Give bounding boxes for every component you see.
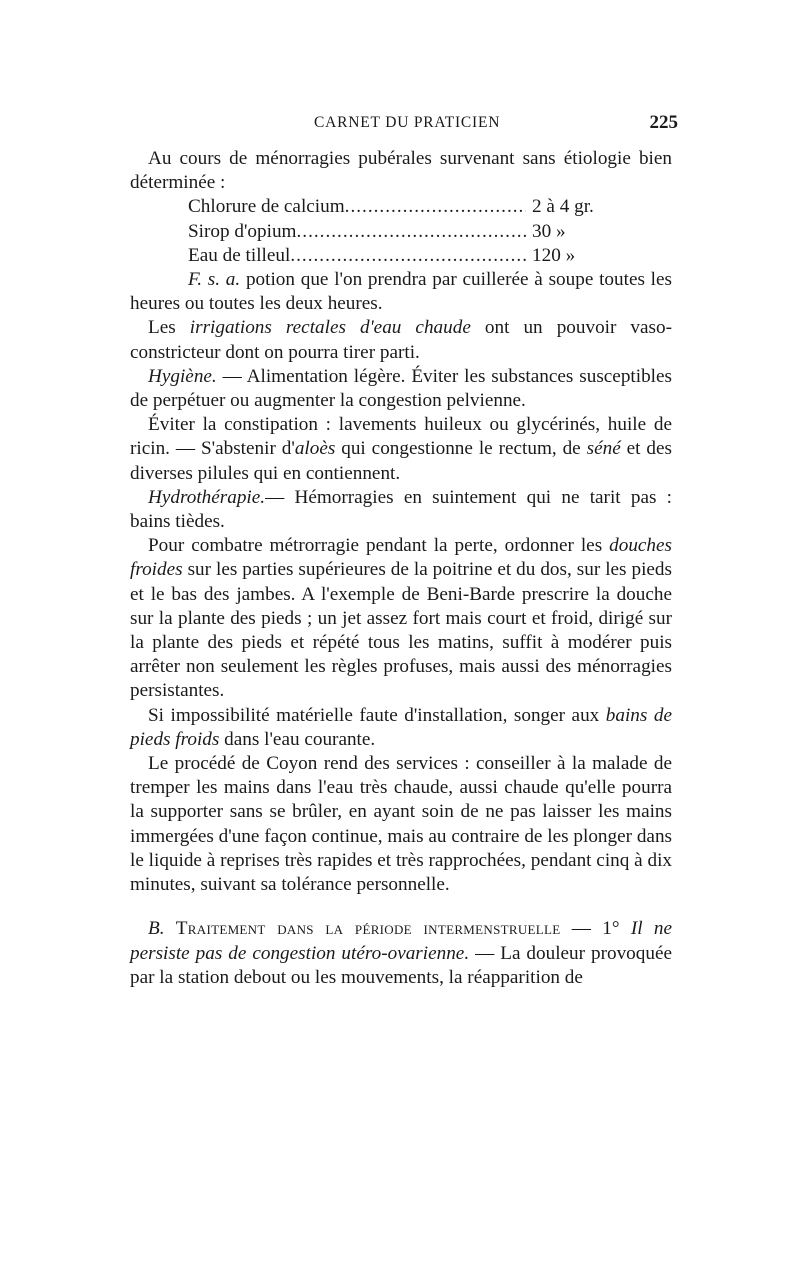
prescription-item bbox=[188, 244, 624, 268]
paragraph-bains bbox=[130, 704, 672, 752]
paragraph-text: Les bbox=[148, 317, 190, 339]
section-heading: Traitement dans la période intermenstruelle bbox=[164, 918, 561, 940]
section-label: Hygiène. bbox=[148, 365, 217, 387]
emphasis-text: irrigations rectales d'eau chaude bbox=[189, 317, 471, 339]
paragraph-text: dans l'eau courante. bbox=[219, 728, 376, 750]
paragraph-text: qui congestionne le rectum, de bbox=[335, 438, 587, 460]
prescription-item bbox=[188, 220, 624, 244]
leader-dots bbox=[345, 195, 526, 219]
leader-dots bbox=[296, 220, 526, 244]
ingredient-dose: 30 » bbox=[532, 220, 566, 242]
paragraph-text: ont un pouvoir vaso-constricteur dont on pourra tirer parti. bbox=[130, 317, 672, 363]
ingredient-name: Chlorure de calcium bbox=[188, 196, 345, 218]
emphasis-text: Il ne persiste pas de congestion utéro-ovarienne. bbox=[130, 918, 672, 964]
ingredient-dose: 2 à 4 gr. bbox=[532, 196, 594, 218]
paragraph-text: Pour combatre métrorragie pendant la perte, ordonner les bbox=[148, 535, 610, 557]
paragraph-potion bbox=[130, 268, 672, 316]
running-title: CARNET DU PRATICIEN bbox=[314, 114, 501, 131]
page-number: 225 bbox=[649, 112, 678, 133]
emphasis-text: douches froides bbox=[130, 535, 672, 581]
formula-abbrev: F. s. a. bbox=[188, 269, 241, 291]
paragraph-douches bbox=[130, 534, 672, 703]
ingredient-name: Eau de tilleul bbox=[188, 244, 291, 266]
leader-dots bbox=[290, 244, 526, 268]
ingredient-dose: 120 » bbox=[532, 244, 576, 266]
emphasis-text: aloès bbox=[294, 438, 336, 460]
page-body bbox=[130, 147, 672, 990]
paragraph-intro: Au cours de ménorragies pubérales survenant sans étiologie bien déterminée : bbox=[130, 148, 672, 194]
paragraph-coyon: Le procédé de Coyon rend des services : conseiller à la malade de tremper les mains dans l'eau très chaude, aussi chaude qu'elle pourra la supporter sans se brûler, en ayant soin de ne pas laisser les mains immergées d'une façon continue, mais au contraire de les plonger dans le liquide à reprises très rapides et très rapprochées, pendant cinq à dix minutes, suivant sa tolérance personnelle. bbox=[130, 753, 672, 896]
paragraph-text: Éviter la constipation : lavements huileux ou glycérinés, huile de ricin. — S'abstenir d' bbox=[130, 414, 672, 460]
section-spacer bbox=[130, 897, 672, 917]
paragraph-text: — 1° bbox=[560, 918, 631, 940]
section-label: Hydrothérapie. bbox=[148, 486, 266, 508]
prescription-item bbox=[188, 195, 624, 219]
paragraph-text: — La douleur provoquée par la station debout ou les mouvements, la réapparition de bbox=[130, 942, 672, 988]
paragraph-text: Si impossibilité matérielle faute d'installation, songer aux bbox=[148, 704, 606, 726]
page-header bbox=[130, 112, 678, 136]
section-b-heading bbox=[130, 917, 672, 990]
paragraph-hygiene bbox=[130, 365, 672, 413]
paragraph-constipation bbox=[130, 413, 672, 486]
paragraph-text: sur les parties supérieures de la poitrine et du dos, sur les pieds et le bas des jambes. A l'exemple de Beni-Barde prescrire la douche sur la plante des pieds ; un jet assez fort mais court et froid, dirigé sur la plante des pieds et répété tous les matins, suffit à modérer puis arrêter non seulement les règles profuses, mais aussi des ménorragies persistantes. bbox=[130, 559, 672, 702]
paragraph-text: et des diverses pilules qui en contiennent. bbox=[130, 438, 672, 484]
paragraph-irrigations bbox=[130, 316, 672, 364]
paragraph-hydrotherapy bbox=[130, 486, 672, 534]
ingredient-name: Sirop d'opium bbox=[188, 220, 297, 242]
paragraph-text: — Alimentation légère. Éviter les substances susceptibles de perpétuer ou augmenter la congestion pelvienne. bbox=[130, 365, 672, 412]
prescription-list bbox=[130, 195, 672, 268]
section-letter: B. bbox=[148, 918, 165, 940]
paragraph-text: potion que l'on prendra par cuillerée à soupe toutes les heures ou toutes les deux heures. bbox=[130, 269, 672, 315]
paragraph-text: — Hémorragies en suintement qui ne tarit pas : bains tièdes. bbox=[130, 486, 672, 533]
emphasis-text: bains de pieds froids bbox=[130, 704, 672, 750]
emphasis-text: séné bbox=[586, 438, 621, 460]
